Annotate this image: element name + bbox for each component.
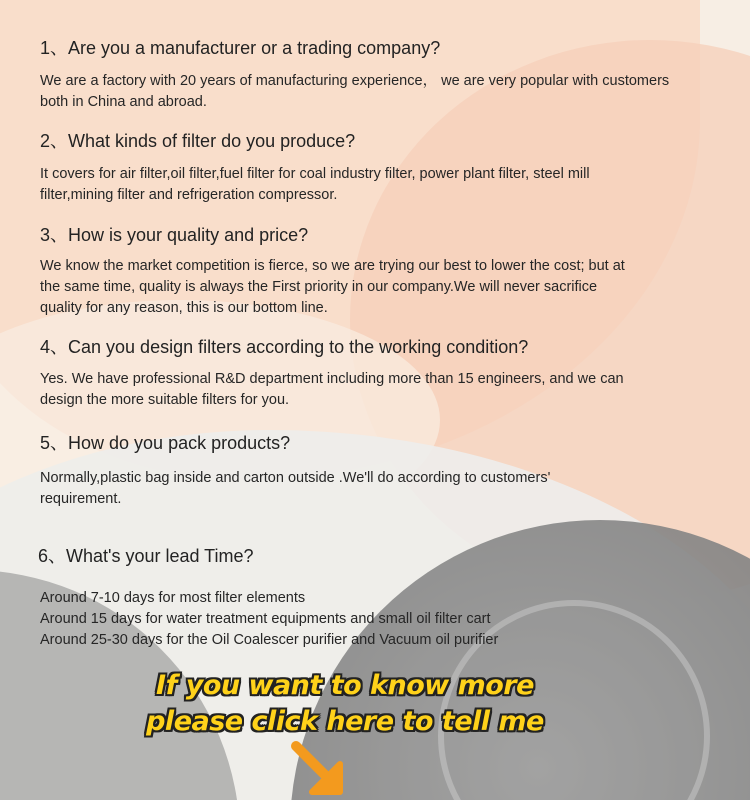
faq-question-3: 3、How is your quality and price? bbox=[40, 225, 309, 245]
arrow-down-right-icon[interactable] bbox=[286, 738, 350, 800]
faq-question-5: 5、How do you pack products? bbox=[40, 433, 291, 453]
faq-answer-line: Around 25-30 days for the Oil Coalescer purifier and Vacuum oil purifier bbox=[40, 632, 499, 648]
faq-answer-3 bbox=[40, 256, 730, 319]
faq-answer-line: both in China and abroad. bbox=[40, 94, 207, 110]
faq-answer-line: Around 15 days for water treatment equipments and small oil filter cart bbox=[40, 611, 491, 627]
faq-answer-line: We know the market competition is fierce, so we are trying our best to lower the cost; but at bbox=[40, 258, 625, 274]
faq-answer-2 bbox=[40, 164, 730, 206]
contact-cta-line-2[interactable]: please click here to tell me bbox=[146, 706, 544, 737]
faq-answer-line: Around 7-10 days for most filter elements bbox=[40, 590, 306, 606]
faq-answer-line: design the more suitable filters for you. bbox=[40, 392, 290, 408]
faq-answer-line: We are a factory with 20 years of manufacturing experience， we are very popular with customers bbox=[40, 73, 670, 89]
faq-answer-4 bbox=[40, 369, 730, 411]
faq-answer-line: requirement. bbox=[40, 491, 122, 507]
contact-cta-line-1[interactable]: If you want to know more bbox=[156, 670, 534, 701]
faq-answer-line: It covers for air filter,oil filter,fuel filter for coal industry filter, power plant filter, steel mill bbox=[40, 166, 590, 182]
faq-answer-line: the same time, quality is always the First priority in our company.We will never sacrifice bbox=[40, 279, 598, 295]
faq-question-2: 2、What kinds of filter do you produce? bbox=[40, 131, 356, 151]
faq-answer-line: filter,mining filter and refrigeration compressor. bbox=[40, 187, 338, 203]
faq-answer-6 bbox=[40, 588, 730, 651]
faq-answer-5 bbox=[40, 468, 730, 510]
faq-question-4: 4、Can you design filters according to the working condition? bbox=[40, 337, 529, 357]
faq-question-1: 1、Are you a manufacturer or a trading company? bbox=[40, 38, 441, 58]
faq-answer-line: quality for any reason, this is our bottom line. bbox=[40, 300, 328, 316]
faq-question-6: 6、What's your lead Time? bbox=[38, 546, 254, 566]
faq-answer-line: Yes. We have professional R&D department including more than 15 engineers, and we can bbox=[40, 371, 624, 387]
faq-answer-line: Normally,plastic bag inside and carton outside .We'll do according to customers' bbox=[40, 470, 551, 486]
faq-answer-1 bbox=[40, 71, 730, 113]
